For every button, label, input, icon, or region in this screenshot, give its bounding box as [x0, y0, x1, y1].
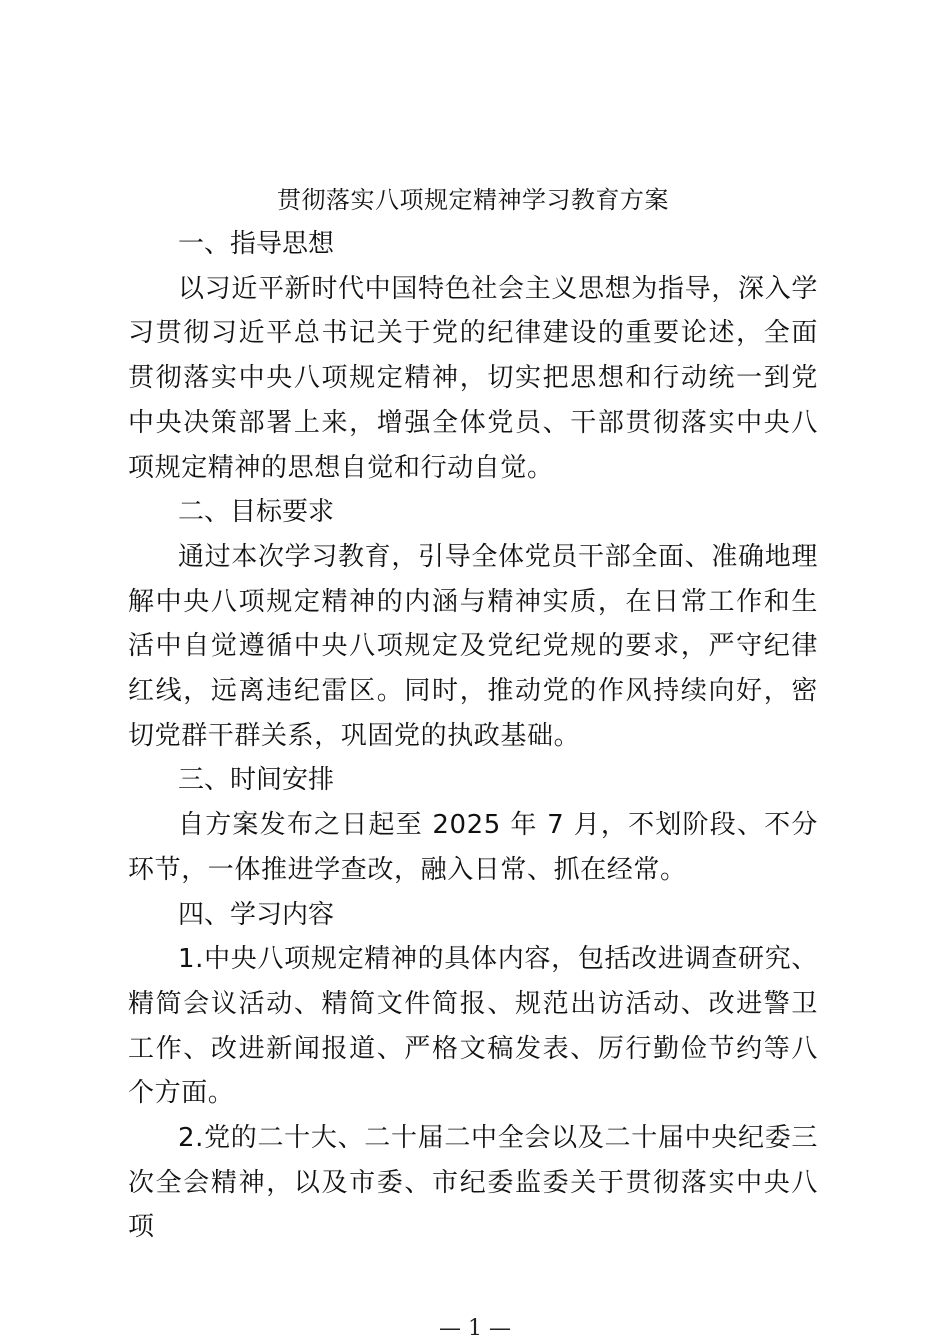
- paragraph-study-item-1: 1.中央八项规定精神的具体内容，包括改进调查研究、精简会议活动、精简文件简报、规范出访活动、改进警卫工作、改进新闻报道、严格文稿发表、厉行勤俭节约等八个方面。: [128, 944, 818, 1109]
- section-heading-study-content: 四、学习内容: [178, 899, 335, 930]
- paragraph-schedule: 自方案发布之日起至 2025 年 7 月，不划阶段、不分环节，一体推进学查改，融入日常、抓在经常。: [128, 810, 818, 885]
- paragraph-study-item-2: 2.党的二十大、二十届二中全会以及二十届中央纪委三次全会精神，以及市委、市纪委监委关于贯彻落实中央八项: [128, 1123, 818, 1243]
- section-heading-schedule: 三、时间安排: [178, 765, 335, 796]
- section-heading-goals: 二、目标要求: [178, 497, 335, 528]
- paragraph-guiding-thought: 以习近平新时代中国特色社会主义思想为指导，深入学习贯彻习近平总书记关于党的纪律建设的重要论述，全面贯彻落实中央八项规定精神，切实把思想和行动统一到党中央决策部署上来，增强全体党员、干部贯彻落实中央八项规定精神的思想自觉和行动自觉。: [128, 273, 818, 483]
- section-heading-guiding-thought: 一、指导思想: [178, 229, 335, 259]
- page-number: — 1 —: [439, 1316, 511, 1341]
- document-body: [128, 178, 818, 1250]
- document-title: 贯彻落实八项规定精神学习教育方案: [277, 186, 669, 214]
- paragraph-goals: 通过本次学习教育，引导全体党员干部全面、准确地理解中央八项规定精神的内涵与精神实质，在日常工作和生活中自觉遵循中央八项规定及党纪党规的要求，严守纪律红线，远离违纪雷区。同时，推动党的作风持续向好，密切党群干群关系，巩固党的执政基础。: [128, 541, 818, 751]
